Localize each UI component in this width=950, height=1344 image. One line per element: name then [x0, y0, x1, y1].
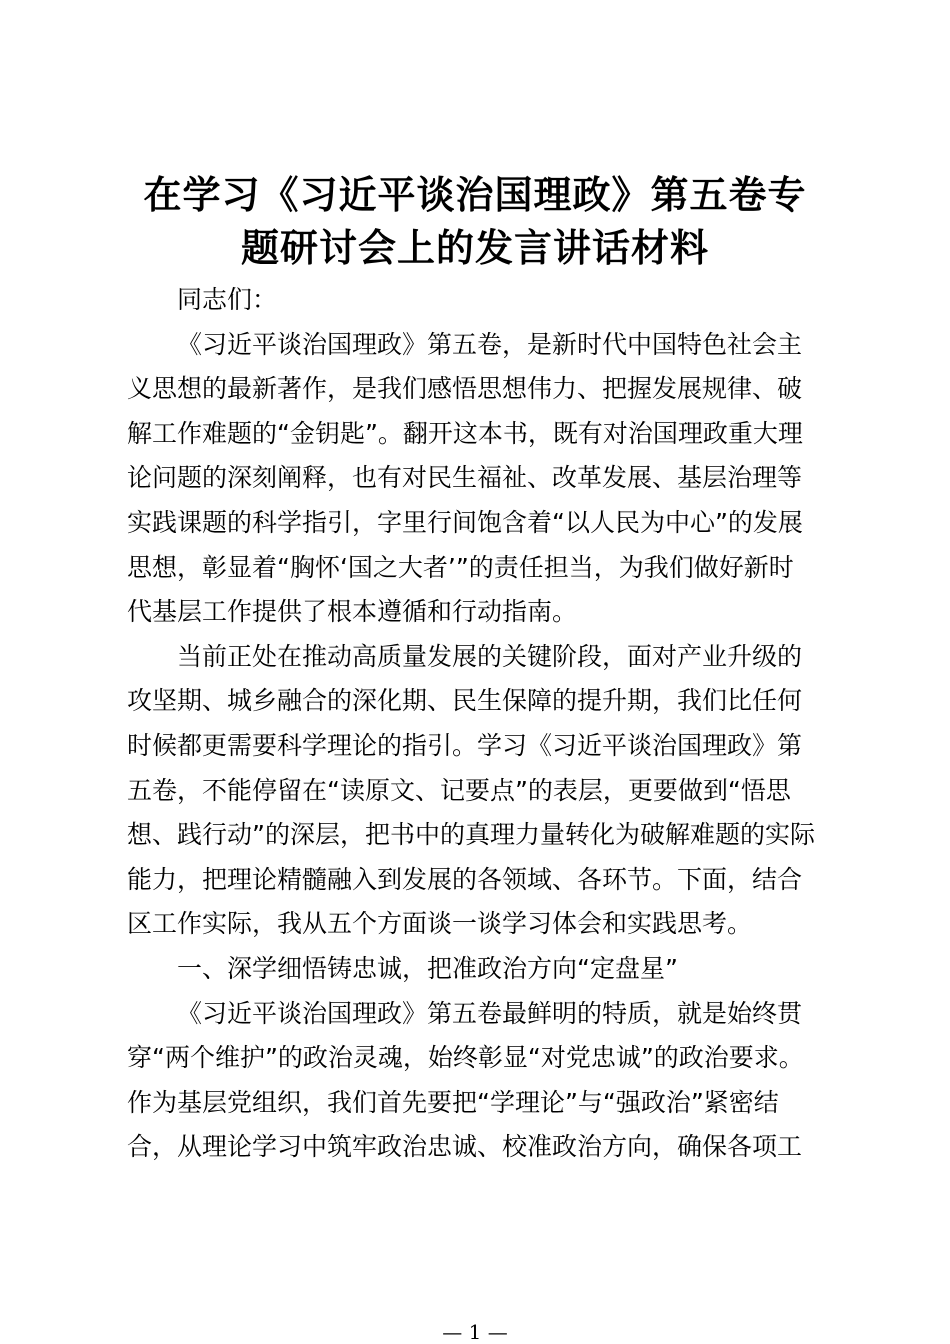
paragraph-1 [127, 323, 827, 635]
paragraph-2-line-7: 区工作实际，我从五个方面谈一谈学习体会和实践思考。 [127, 909, 753, 939]
paragraph-1-line-5: 实践课题的科学指引，字里行间饱含着“以人民为中心”的发展 [127, 507, 803, 537]
salutation [127, 278, 827, 323]
title-line-2: 题研讨会上的发言讲话材料 [240, 225, 709, 270]
document-title [110, 168, 840, 274]
paragraph-2-line-5: 想、践行动”的深层，把书中的真理力量转化为破解难题的实际 [127, 820, 815, 850]
paragraph-1-line-3: 解工作难题的“金钥匙”。翻开这本书，既有对治国理政重大理 [127, 418, 803, 448]
paragraph-2-line-2: 攻坚期、城乡融合的深化期、民生保障的提升期，我们比任何 [127, 686, 803, 716]
title-line-1: 在学习《习近平谈治国理政》第五卷专 [143, 172, 807, 217]
paragraph-1-line-4: 论问题的深刻阐释，也有对民生福祉、改革发展、基层治理等 [127, 463, 803, 493]
paragraph-2-line-6: 能力，把理论精髓融入到发展的各领域、各环节。下面，结合 [127, 864, 803, 894]
section-heading-1: 一、深学细悟铸忠诚，把准政治方向“定盘星” [177, 953, 678, 983]
paragraph-3-line-3: 作为基层党组织，我们首先要把“学理论”与“强政治”紧密结 [127, 1087, 779, 1117]
paragraph-3-line-2: 穿“两个维护”的政治灵魂，始终彰显“对党忠诚”的政治要求。 [127, 1043, 804, 1073]
paragraph-1-line-2: 义思想的最新著作，是我们感悟思想伟力、把握发展规律、破 [127, 374, 803, 404]
paragraph-2-line-3: 时候都更需要科学理论的指引。学习《习近平谈治国理政》第 [127, 730, 803, 760]
page-number: — 1 — [442, 1320, 508, 1344]
paragraph-3-line-1: 《习近平谈治国理政》第五卷最鲜明的特质，就是始终贯 [177, 998, 803, 1028]
paragraph-3 [127, 992, 827, 1170]
paragraph-1-line-7: 代基层工作提供了根本遵循和行动指南。 [127, 597, 578, 627]
paragraph-1-line-1: 《习近平谈治国理政》第五卷，是新时代中国特色社会主 [177, 329, 803, 359]
paragraph-1-line-6: 思想，彰显着“胸怀‘国之大者’”的责任担当，为我们做好新时 [127, 552, 794, 582]
document-body [127, 278, 827, 1170]
paragraph-2-line-4: 五卷，不能停留在“读原文、记要点”的表层，更要做到“悟思 [127, 775, 791, 805]
salutation-text: 同志们： [177, 285, 278, 314]
paragraph-2-line-1: 当前正处在推动高质量发展的关键阶段，面对产业升级的 [177, 641, 803, 671]
paragraph-3-line-4: 合，从理论学习中筑牢政治忠诚、校准政治方向，确保各项工 [127, 1132, 803, 1162]
paragraph-2 [127, 635, 827, 947]
